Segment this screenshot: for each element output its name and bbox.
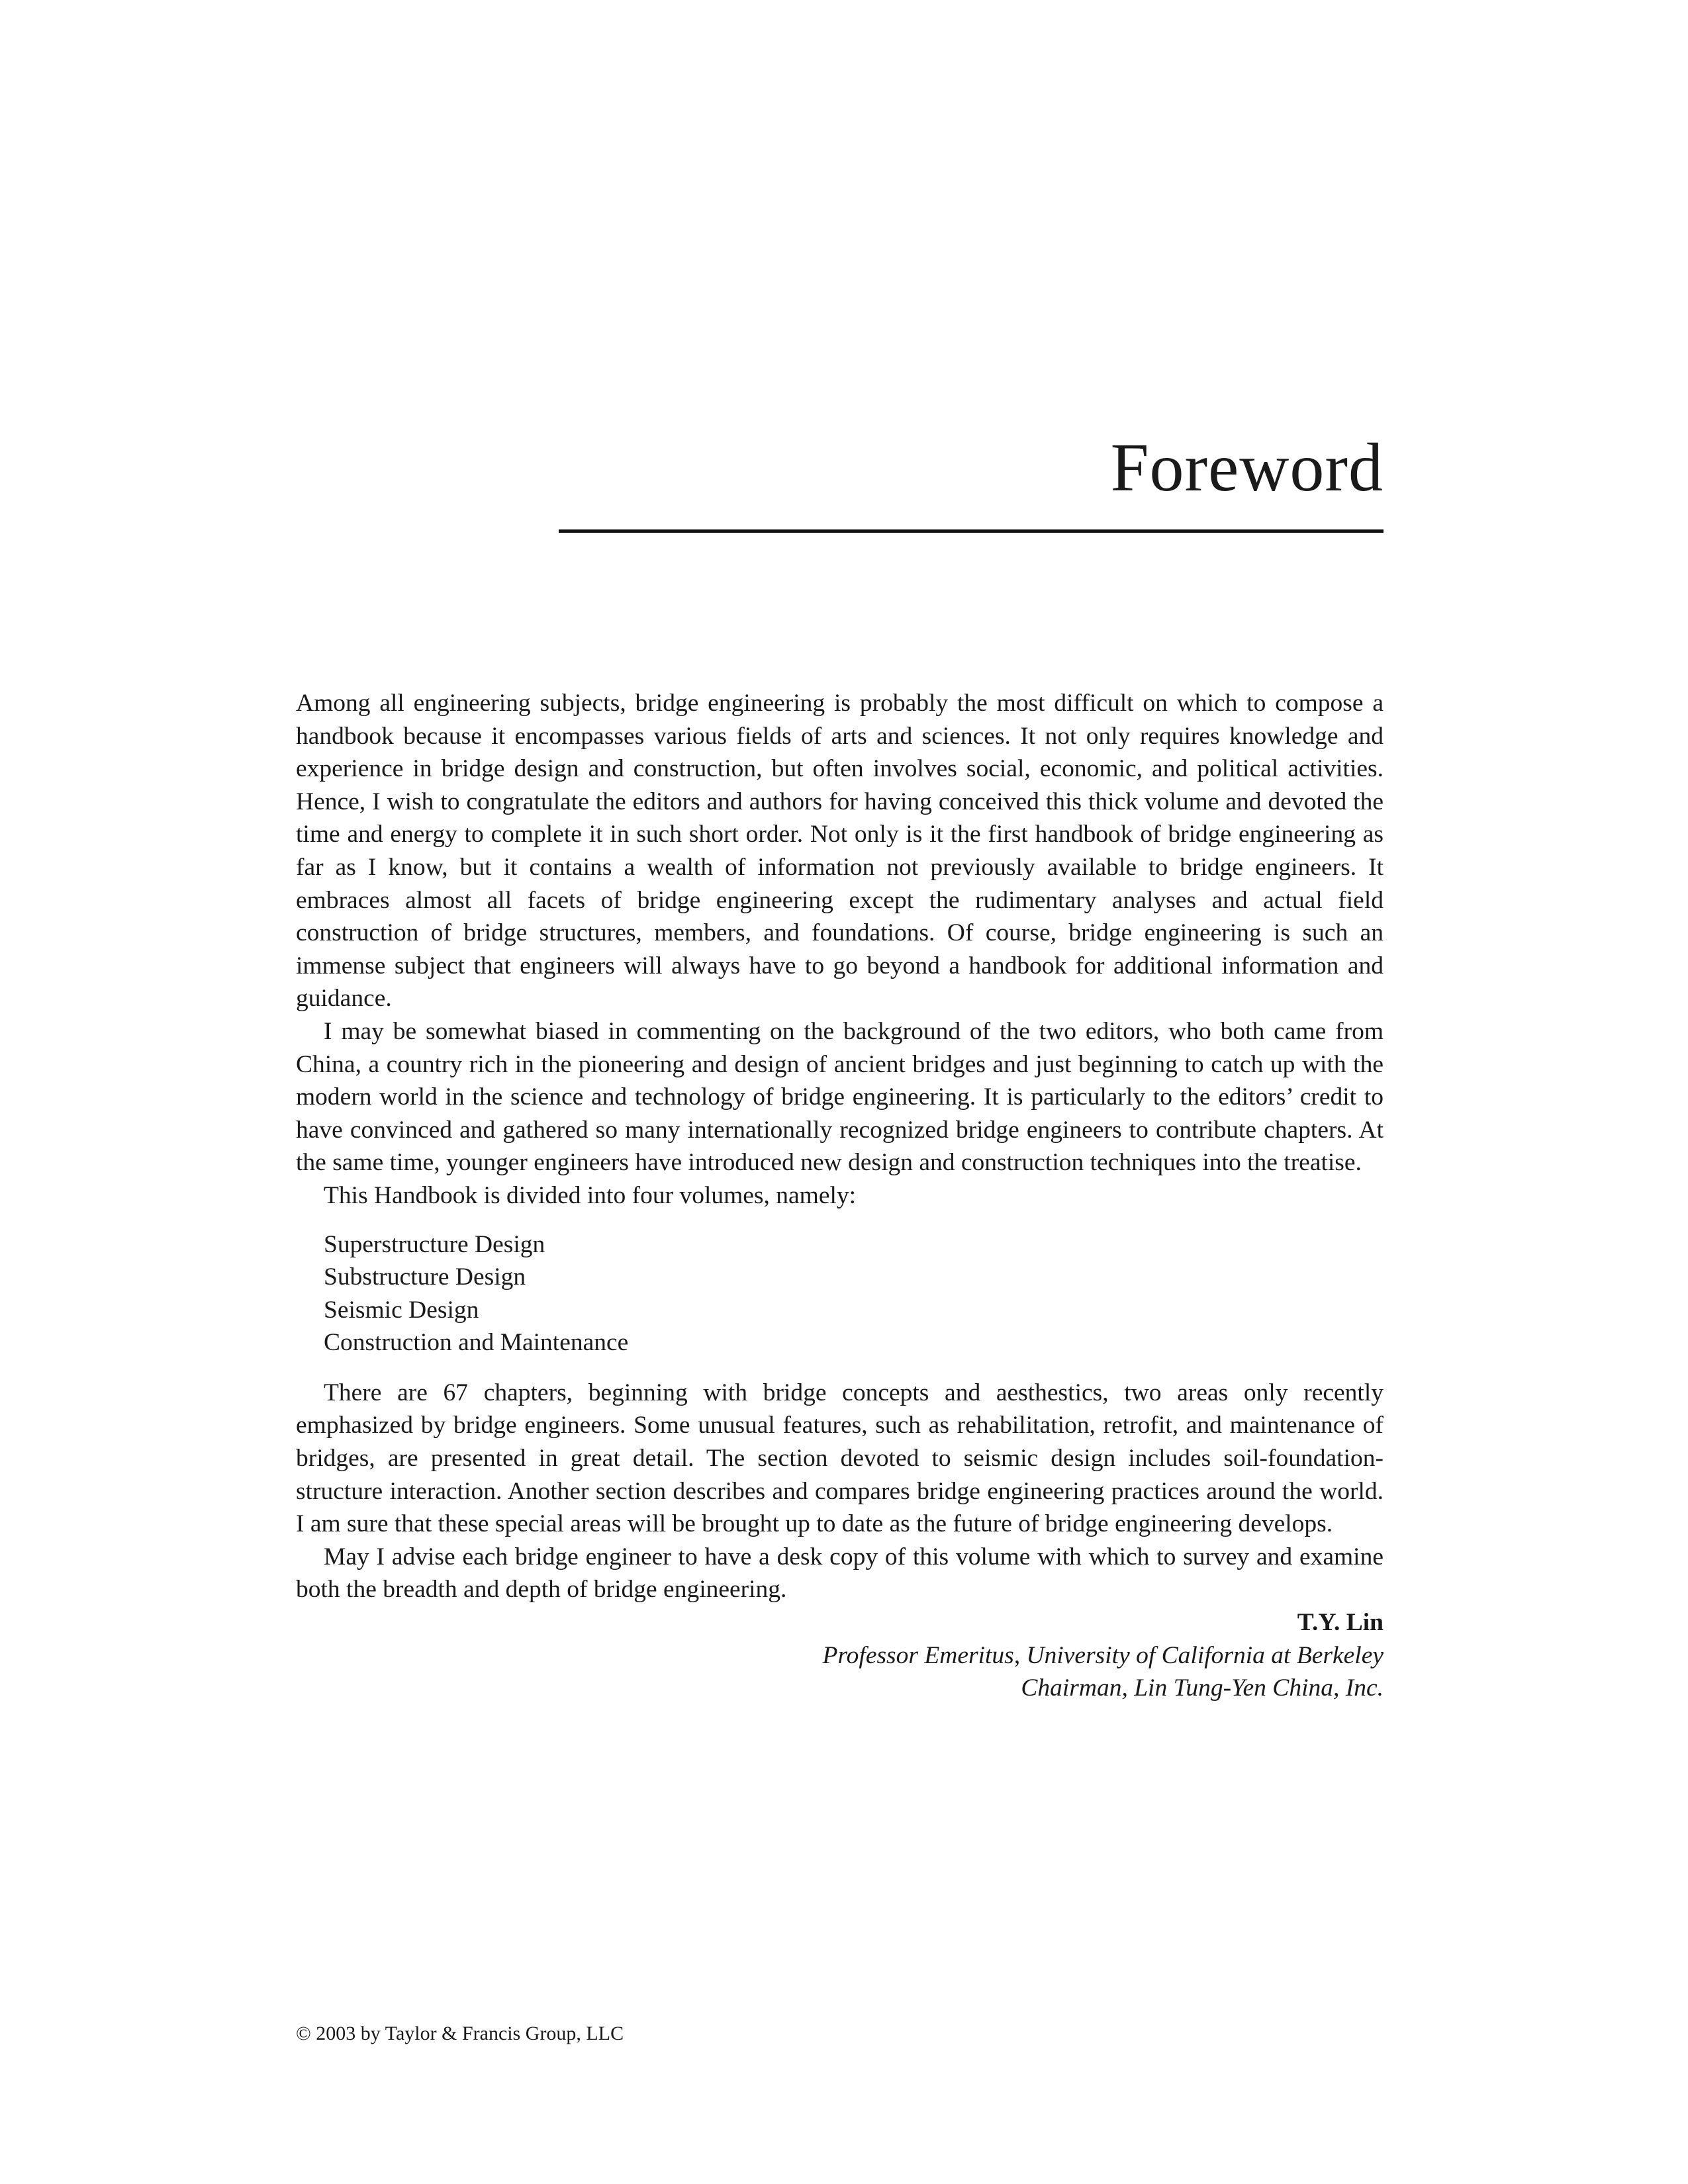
- paragraph-2: I may be somewhat biased in commenting on the background of the two editors, who both came from China, a country rich in the pioneering and design of ancient bridges and just beginning to catch up with the modern world in the science and technology of bridge engineering. It is particularly to the editors’ credit to have convinced and gathered so many internationally recognized bridge engineers to contribute chapters. At the same time, younger engineers have introduced new design and construction techniques into the treatise.: [296, 1017, 1383, 1177]
- signature-title-1: Professor Emeritus, University of California at Berkeley: [822, 1641, 1383, 1669]
- volume-item: Seismic Design: [324, 1296, 479, 1324]
- paragraph-3: This Handbook is divided into four volumes, namely:: [324, 1181, 857, 1209]
- page-title: Foreword: [1110, 430, 1383, 506]
- signature-name: T.Y. Lin: [1297, 1609, 1383, 1637]
- copyright-notice: © 2003 by Taylor & Francis Group, LLC: [296, 2023, 624, 2044]
- volume-list: [296, 1228, 1383, 1359]
- volume-item: Substructure Design: [324, 1263, 526, 1291]
- volume-item: Superstructure Design: [324, 1230, 545, 1258]
- paragraph-5: May I advise each bridge engineer to have a desk copy of this volume with which to survey and examine both the breadth and depth of bridge engineering.: [296, 1543, 1383, 1604]
- signature-title-2: Chairman, Lin Tung-Yen China, Inc.: [1021, 1674, 1383, 1702]
- signature-block: [296, 1606, 1383, 1705]
- paragraph-1: Among all engineering subjects, bridge engineering is probably the most difficult on which to compose a handbook because it encompasses various fields of arts and sciences. It not only requires knowledge and experience in bridge design and construction, but often involves social, economic, and political activities. Hence, I wish to congratulate the editors and authors for having conceived this thick volume and devoted the time and energy to complete it in such short order. Not only is it the first handbook of bridge engineering as far as I know, but it contains a wealth of information not previously available to bridge engineers. It embraces almost all facets of bridge engineering except the rudimentary analyses and actual field construction of bridge structures, members, and foundations. Of course, bridge engineering is such an immense subject that engineers will always have to go beyond a handbook for additional information and guidance.: [296, 690, 1383, 1013]
- paragraph-4: There are 67 chapters, beginning with bridge concepts and aesthestics, two areas only recently emphasized by bridge engineers. Some unusual features, such as rehabilitation, retrofit, and maintenance of bridges, are presented in great detail. The section devoted to seismic design includes soil-foundation-structure interaction. Another section describes and compares bridge engineering practices around the world. I am sure that these special areas will be brought up to date as the future of bridge engineering develops.: [296, 1379, 1383, 1538]
- foreword-body: [296, 687, 1383, 1705]
- volume-item: Construction and Maintenance: [324, 1329, 629, 1357]
- title-rule: [559, 529, 1383, 533]
